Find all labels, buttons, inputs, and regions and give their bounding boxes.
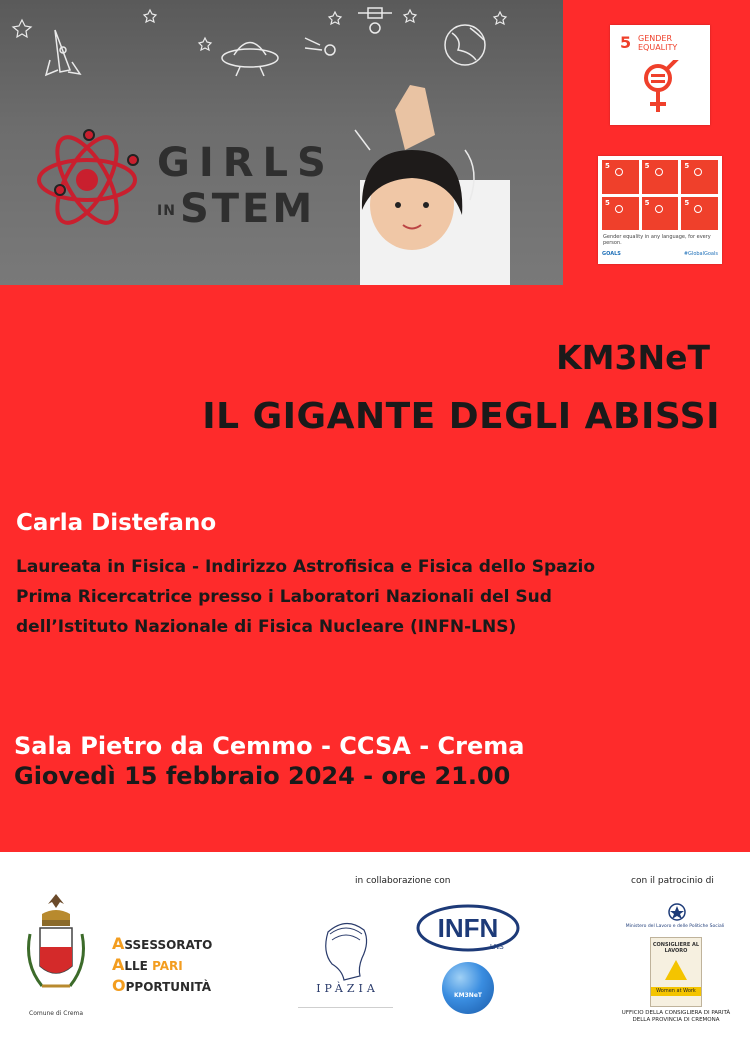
sdg-tile: 5 bbox=[681, 160, 718, 194]
title-line2: IL GIGANTE DEGLI ABISSI bbox=[202, 396, 720, 437]
infn-label: INFN bbox=[437, 913, 499, 943]
sdg-tile: 5 bbox=[602, 160, 639, 194]
ufo-doodle bbox=[222, 43, 278, 77]
globe-doodle bbox=[445, 25, 485, 65]
consigliere-label: CONSIGLIERE AL LAVORO bbox=[652, 942, 700, 954]
global-goals-hashtag: #GlobalGoals bbox=[683, 251, 718, 257]
sdg-goals-card bbox=[598, 156, 722, 264]
comune-label: Comune di Crema bbox=[29, 1010, 84, 1017]
consigliere-al-lavoro-logo bbox=[650, 937, 702, 1007]
bio-line: dell’Istituto Nazionale di Fisica Nucleare (INFN-LNS) bbox=[16, 617, 517, 637]
girls-in-stem-banner bbox=[0, 0, 563, 285]
bio-line: Laureata in Fisica - Indirizzo Astrofisica e Fisica dello Spazio bbox=[16, 557, 596, 577]
assessorato-pari-opportunita-logo: ASSESSORATO ALLE PARI OPPORTUNITÀ bbox=[112, 934, 213, 995]
sdg-tiles-grid bbox=[602, 160, 718, 230]
sdg-tile: 5 bbox=[602, 197, 639, 231]
sdg5-tile bbox=[610, 25, 710, 125]
star-doodles bbox=[13, 10, 506, 50]
satellite-doodle bbox=[358, 8, 392, 33]
goals-label: GOALS bbox=[602, 251, 621, 257]
sdg-tile: 5 bbox=[681, 197, 718, 231]
infn-sub-label: LNS bbox=[490, 944, 504, 951]
infn-lns-logo bbox=[416, 897, 520, 959]
sdg-goals-row bbox=[602, 249, 718, 259]
speaker-bio bbox=[16, 552, 595, 642]
bio-line: Prima Ricercatrice presso i Laboratori Nazionali del Sud bbox=[16, 587, 552, 607]
ipazia-divider bbox=[298, 1007, 393, 1008]
atom-logo bbox=[39, 128, 138, 231]
sdg-tagline: Gender equality in any language, for every person. bbox=[603, 234, 711, 246]
comune-crest-logo bbox=[20, 894, 92, 1024]
ministero-label: Ministero del Lavoro e delle Politiche Sociali bbox=[625, 924, 725, 929]
gender-equality-icon bbox=[638, 60, 682, 116]
sdg5-number: 5 bbox=[620, 33, 632, 52]
sdg5-label: GENDER EQUALITY bbox=[638, 34, 678, 53]
event-datetime: Giovedì 15 febbraio 2024 - ore 21.00 bbox=[14, 762, 511, 790]
collab-label: in collaborazione con bbox=[355, 876, 451, 886]
gender-icon bbox=[615, 168, 623, 176]
ipazia-head-logo bbox=[298, 912, 396, 1012]
title-line1: KM3NeT bbox=[556, 338, 710, 377]
footer-logos bbox=[0, 852, 750, 1061]
italian-republic-emblem-icon bbox=[667, 902, 687, 922]
ipazia-label: IPÀZIA bbox=[316, 982, 379, 995]
warning-sign-icon bbox=[665, 960, 687, 980]
patronage-label: con il patrocinio di bbox=[631, 876, 714, 886]
gender-icon bbox=[655, 205, 663, 213]
speaker-name: Carla Distefano bbox=[16, 510, 217, 536]
comet-doodle bbox=[305, 38, 335, 55]
rocket-doodle bbox=[46, 30, 80, 75]
gender-icon bbox=[694, 205, 702, 213]
gender-icon bbox=[655, 168, 663, 176]
girl-photo bbox=[355, 85, 510, 285]
ufficio-consigliera-label: UFFICIO DELLA CONSIGLIERA DI PARITÀ DELLA PROVINCIA DI CREMONA bbox=[621, 1010, 731, 1023]
km3net-logo bbox=[442, 962, 494, 1014]
logo-line2: STEM bbox=[179, 186, 316, 232]
girls-in-stem-logo bbox=[157, 140, 335, 232]
gender-icon bbox=[694, 168, 702, 176]
logo-in: IN bbox=[157, 202, 176, 219]
km3net-label: KM3NeT bbox=[454, 992, 482, 999]
gender-icon bbox=[615, 205, 623, 213]
sdg-tile: 5 bbox=[642, 197, 679, 231]
event-venue: Sala Pietro da Cemmo - CCSA - Crema bbox=[14, 732, 525, 760]
sdg-tile: 5 bbox=[642, 160, 679, 194]
logo-line1: GIRLS bbox=[157, 140, 335, 186]
women-at-work-label: Women at Work bbox=[651, 987, 701, 996]
